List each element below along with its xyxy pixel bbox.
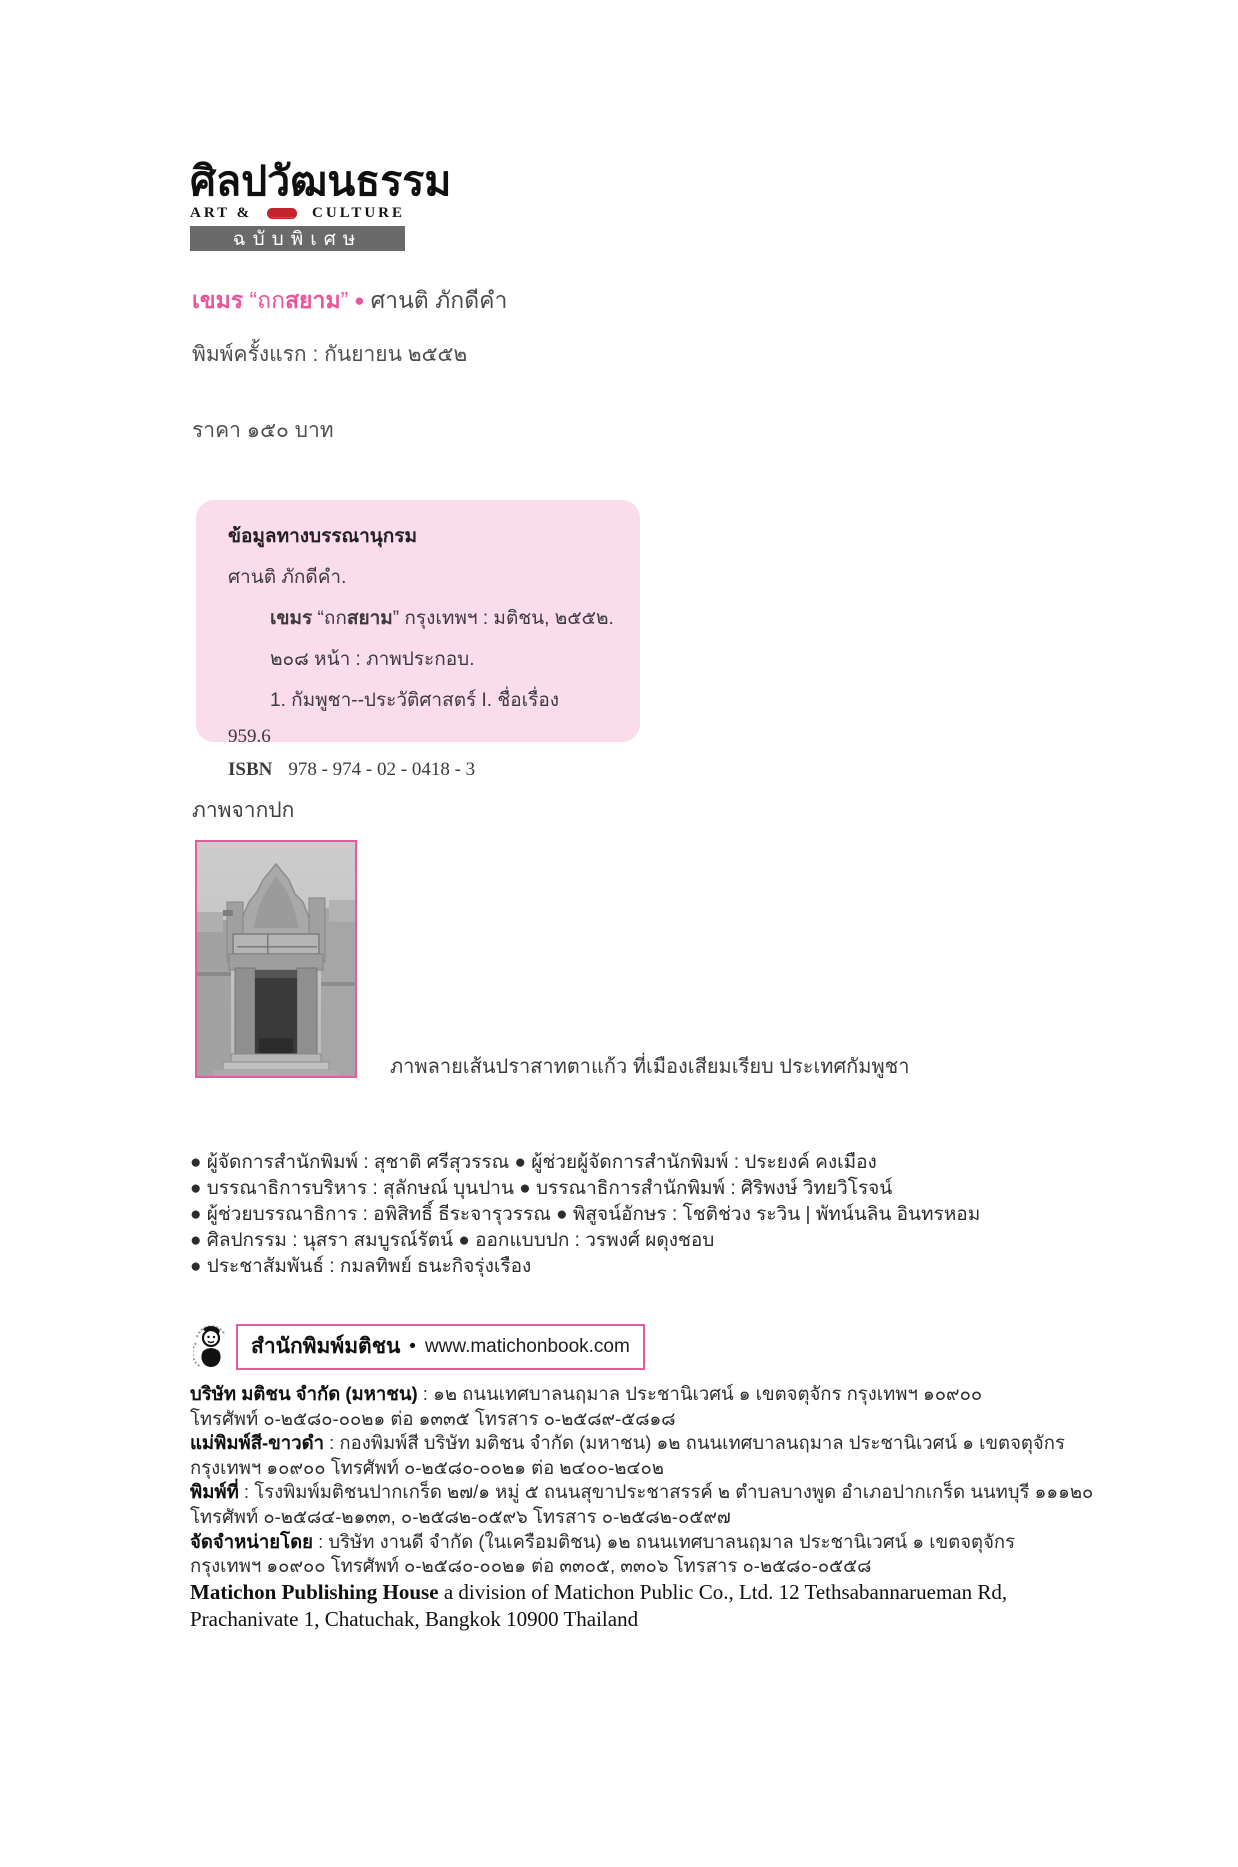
imprint-line: พิมพ์ที่ : โรงพิมพ์มติชนปากเกร็ด ๒๗/๑ หมู่ ๕ ถนนสุขาประชาสรรค์ ๒ ตำบลบางพูด อำเภอปากเกร็ด นนทบุรี ๑๑๑๒๐ xyxy=(190,1481,1094,1503)
right-door-column xyxy=(297,968,317,1054)
price-line: ราคา ๑๕๐ บาท xyxy=(192,419,334,442)
biblio-author: ศานติ ภักดีคำ. xyxy=(228,567,347,588)
staff-credits xyxy=(190,1150,980,1280)
special-edition-badge: ฉบับพิเศษ xyxy=(190,226,405,251)
matichon-mascot-icon xyxy=(193,1323,229,1371)
imprint-line: กรุงเทพฯ ๑๐๙๐๐ โทรศัพท์ ๐-๒๕๘๐-๐๐๒๑ ต่อ ๓๓๐๕, ๓๓๐๖ โทรสาร ๐-๒๕๘๐-๐๕๕๘ xyxy=(190,1555,872,1577)
publisher-separator: • xyxy=(409,1335,416,1357)
left-door-column xyxy=(235,968,255,1054)
book-title-word: เขมร xyxy=(192,287,244,313)
cover-photo-temple xyxy=(195,840,357,1078)
left-wall xyxy=(197,920,231,1076)
imprint-line: โทรศัพท์ ๐-๒๕๘๐-๐๐๒๑ ต่อ ๑๓๓๕ โทรสาร ๐-๒๕๘๙-๕๘๑๘ xyxy=(190,1407,676,1429)
art-culture-masthead-logo xyxy=(190,160,451,251)
upper-lintel xyxy=(233,934,319,954)
cover-caption: ภาพลายเส้นปราสาทตาแก้ว ที่เมืองเสียมเรียบ ประเทศกัมพูชา xyxy=(390,1056,910,1078)
publisher-logo-row xyxy=(193,1323,645,1371)
biblio-dewey-number: 959.6 xyxy=(228,726,271,747)
credit-line: ● ผู้ช่วยบรรณาธิการ : อพิสิทธิ์ ธีระจารุวรรณ ● พิสูจน์อักษร : โชติช่วง ระวิน | พัทน์นลิน อินทรหอม xyxy=(190,1204,981,1225)
imprint-line: จัดจำหน่ายโดย : บริษัท งานดี จำกัด (ในเครือมติชน) ๑๒ ถนนเทศบาลนฤมาล ประชานิเวศน์ ๑ เขตจตุจักร xyxy=(190,1530,1016,1552)
step-middle xyxy=(223,1062,329,1070)
biblio-subject: 1. กัมพูชา--ประวัติศาสตร์ I. ชื่อเรื่อง xyxy=(270,690,560,711)
publisher-website: www.matichonbook.com xyxy=(424,1335,630,1357)
isbn-value: 978 - 974 - 02 - 0418 - 3 xyxy=(288,759,476,780)
imprint-line: โทรศัพท์ ๐-๒๕๘๔-๒๑๓๓, ๐-๒๕๘๒-๐๕๙๖ โทรสาร ๐-๒๕๘๒-๐๕๙๗ xyxy=(190,1505,731,1527)
imprint-line: แม่พิมพ์สี-ขาวดำ : กองพิมพ์สี บริษัท มติชน จำกัด (มหาชน) ๑๒ ถนนเทศบาลนฤมาล ประชานิเวศน์ ๑ เขตจตุจักร xyxy=(190,1432,1065,1454)
biblio-heading: ข้อมูลทางบรรณานุกรม xyxy=(228,526,418,547)
temple-doorway-illustration xyxy=(197,842,355,1076)
title-bullet-icon: ● xyxy=(354,291,365,310)
publisher-name-box xyxy=(236,1324,645,1370)
masthead-red-ornament-icon xyxy=(267,208,297,219)
imprint-block xyxy=(190,1382,1093,1633)
imprint-english-line1: Matichon Publishing House a division of Matichon Public Co., Ltd. 12 Tethsabannarueman Rd, xyxy=(190,1579,1008,1604)
credit-line: ● ประชาสัมพันธ์ : กมลทิพย์ ธนะกิจรุ่งเรือง xyxy=(190,1256,532,1277)
credit-line: ● ผู้จัดการสำนักพิมพ์ : สุชาติ ศรีสุวรรณ ● ผู้ช่วยผู้จัดการสำนักพิมพ์ : ประยงค์ คงเมือง xyxy=(190,1152,877,1173)
imprint-line: บริษัท มติชน จำกัด (มหาชน) : ๑๒ ถนนเทศบาลนฤมาล ประชานิเวศน์ ๑ เขตจตุจักร กรุงเทพฯ ๑๐๙๐๐ xyxy=(190,1383,983,1404)
masthead-title: ศิลปวัฒนธรรม xyxy=(190,158,452,204)
right-wall xyxy=(321,908,355,1076)
author-name: ศานติ ภักดีคำ xyxy=(370,287,508,313)
cover-image-heading: ภาพจากปก xyxy=(192,799,295,822)
masthead-subtitle xyxy=(190,205,405,222)
biblio-pages: ๒๐๘ หน้า : ภาพประกอบ. xyxy=(270,649,475,670)
book-title-quote: “ถก xyxy=(243,287,286,313)
book-title-bold: สยาม xyxy=(285,287,341,313)
publisher-name: สำนักพิมพ์มติชน xyxy=(251,1335,401,1358)
masthead-subtitle-left: ART & xyxy=(190,205,253,222)
biblio-title-line: เขมร “ถกสยาม” กรุงเทพฯ : มติชน, ๒๕๕๒. xyxy=(270,608,614,629)
book-title-quote-close: ” xyxy=(340,287,349,313)
bibliographic-data-box xyxy=(196,500,640,780)
step-bottom xyxy=(213,1070,339,1076)
imprint-line: กรุงเทพฯ ๑๐๙๐๐ โทรศัพท์ ๐-๒๕๘๐-๐๐๒๑ ต่อ ๒๔๐๐-๒๔๐๒ xyxy=(190,1456,664,1478)
imprint-english-line2: Prachanivate 1, Chatuchak, Bangkok 10900 Thailand xyxy=(190,1606,639,1631)
book-title-line xyxy=(192,283,507,319)
credit-line: ● ศิลปกรรม : นุสรา สมบูรณ์รัตน์ ● ออกแบบปก : วรพงศ์ ผดุงชอบ xyxy=(190,1230,715,1251)
credit-line: ● บรรณาธิการบริหาร : สุลักษณ์ บุนปาน ● บรรณาธิการสำนักพิมพ์ : ศิริพงษ์ วิทยวิโรจน์ xyxy=(190,1178,893,1199)
isbn-label: ISBN xyxy=(228,759,273,780)
step-top xyxy=(231,1054,321,1062)
biblio-isbn-line xyxy=(228,759,610,781)
first-printing-line: พิมพ์ครั้งแรก : กันยายน ๒๕๕๒ xyxy=(192,343,468,366)
masthead-subtitle-right: CULTURE xyxy=(312,205,405,222)
